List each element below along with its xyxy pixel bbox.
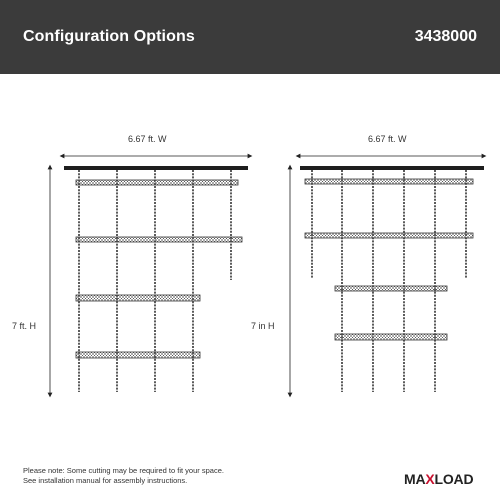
logo-x-mark: X: [425, 471, 435, 487]
logo-prefix: MA: [404, 471, 426, 487]
product-sku: 3438000: [414, 28, 477, 45]
footer-note-line-2: See installation manual for assembly instructions.: [23, 476, 188, 485]
left-configuration: [50, 156, 250, 395]
left-width-label: 6.67 ft. W: [128, 134, 167, 144]
right-width-label: 6.67 ft. W: [368, 134, 407, 144]
left-standards: [79, 170, 231, 392]
left-shelves: [76, 180, 242, 358]
right-shelf-1: [305, 179, 473, 184]
left-top-rail: [64, 166, 248, 170]
left-height-label: 7 ft. H: [12, 321, 37, 331]
right-height-label: 7 in H: [251, 321, 275, 331]
page-title: Configuration Options: [23, 28, 195, 45]
left-shelf-2: [76, 237, 242, 242]
footer-note-line-1: Please note: Some cutting may be required to fit your space.: [23, 466, 224, 475]
right-shelves: [305, 179, 473, 340]
right-shelf-2: [305, 233, 473, 238]
right-configuration: [290, 156, 484, 395]
right-shelf-4: [335, 334, 447, 340]
left-shelf-4: [76, 352, 200, 358]
maxload-logo: [404, 471, 473, 487]
footer-note: [23, 466, 224, 486]
logo-suffix: LOAD: [434, 471, 474, 487]
left-shelf-3: [76, 295, 200, 301]
right-shelf-3: [335, 286, 447, 291]
left-shelf-1: [76, 180, 238, 185]
right-standards: [312, 170, 466, 392]
right-top-rail: [300, 166, 484, 170]
